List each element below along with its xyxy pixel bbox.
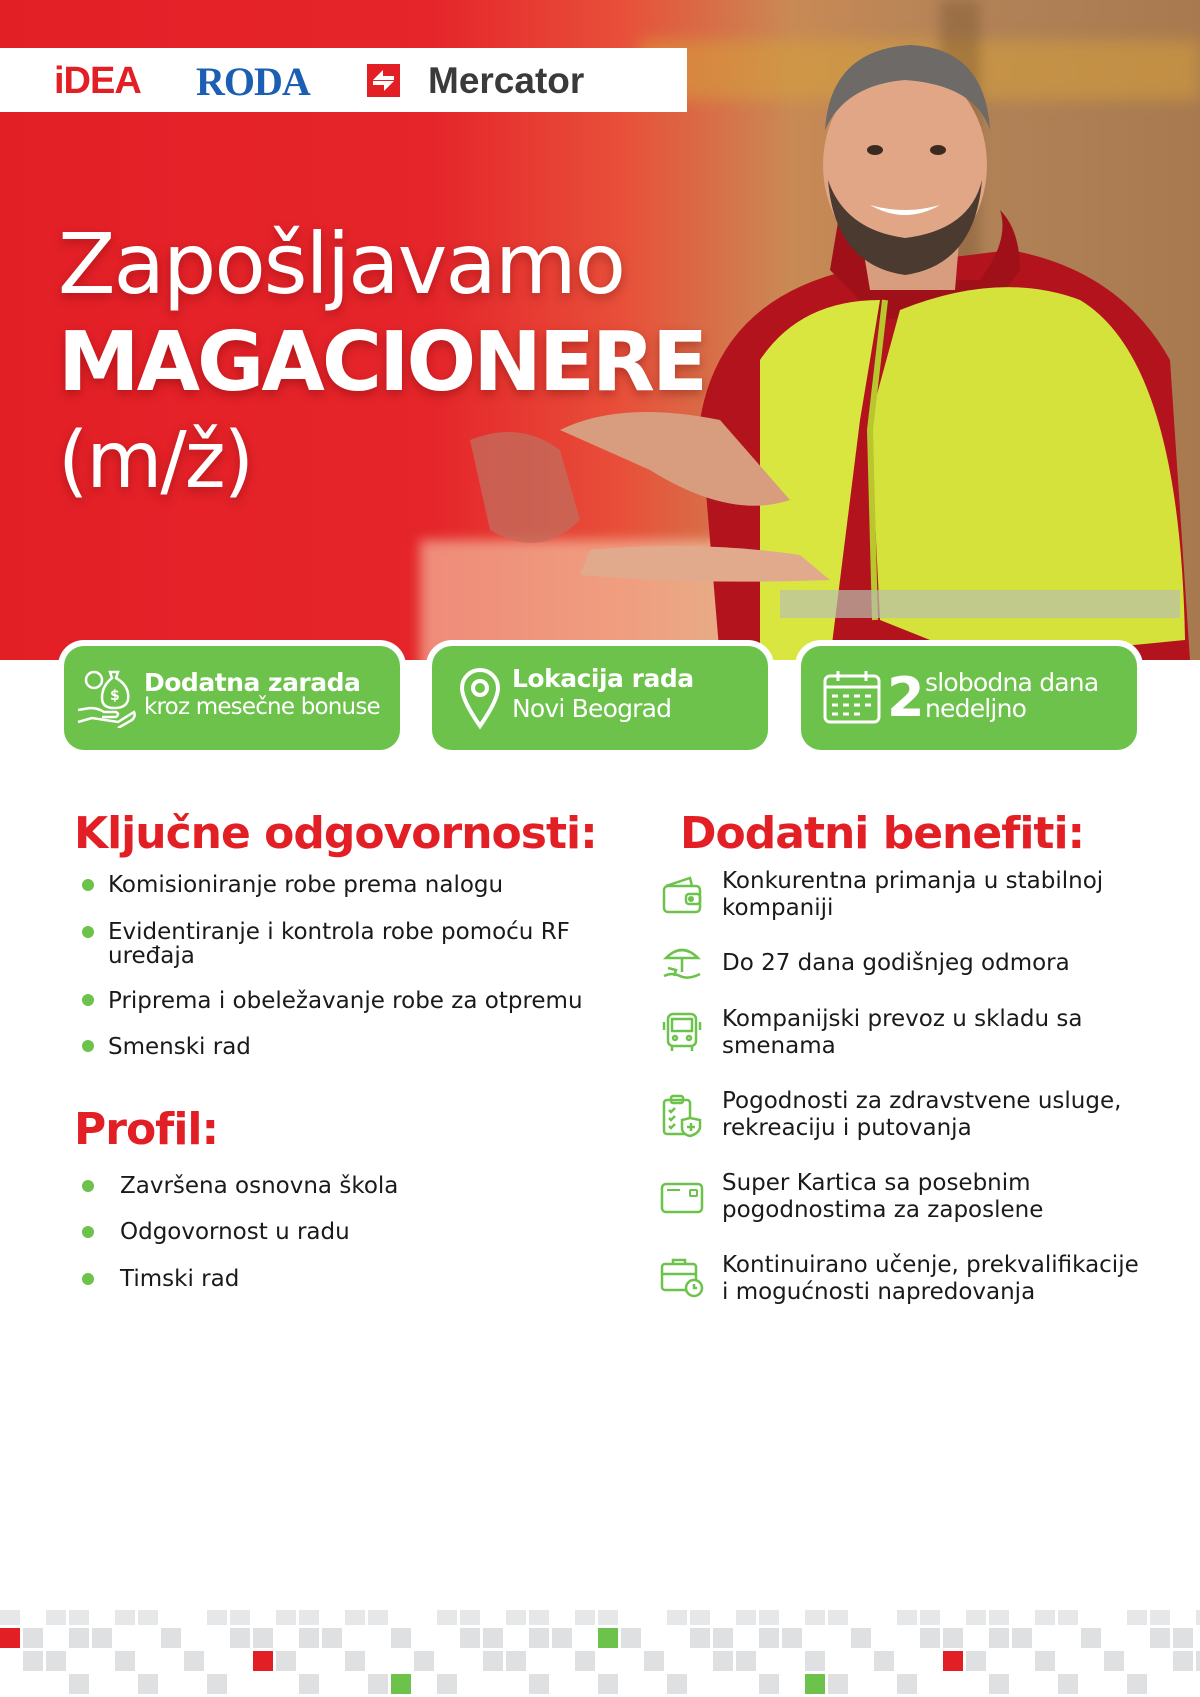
mosaic-tile (299, 1674, 319, 1694)
mosaic-tile (1104, 1651, 1124, 1671)
mosaic-tile (966, 1610, 986, 1625)
card-icon (660, 1176, 704, 1220)
mosaic-tile (253, 1651, 273, 1671)
mosaic-tile (506, 1651, 526, 1671)
bullet-dot (82, 1273, 94, 1285)
mosaic-tile (598, 1674, 618, 1694)
mosaic-tile (368, 1674, 388, 1694)
mosaic-tile (299, 1628, 319, 1648)
mosaic-tile (1173, 1628, 1193, 1648)
mosaic-tile (805, 1674, 825, 1694)
highlight-location (426, 640, 774, 756)
mosaic-tile (1012, 1628, 1032, 1648)
benefit-item-cont: pogodnostima za zaposlene (722, 1197, 1044, 1223)
headline-line-1: Zapošljavamo (58, 215, 625, 313)
benefit-item: Konkurentna primanja u stabilnoj (722, 868, 1104, 894)
responsibility-item: Komisioniranje robe prema nalogu (108, 872, 504, 898)
mosaic-tile (161, 1628, 181, 1648)
benefit-item: Kontinuirano učenje, prekvalifikacije (722, 1252, 1139, 1278)
mosaic-tile (1150, 1610, 1170, 1625)
mosaic-tile (529, 1610, 549, 1625)
mosaic-tile (1196, 1651, 1200, 1671)
mosaic-tile (851, 1628, 871, 1648)
mosaic-tile (230, 1610, 250, 1625)
bullet-dot (82, 1180, 94, 1192)
mosaic-tile (1196, 1610, 1200, 1625)
mosaic-tile (529, 1628, 549, 1648)
highlight-location-text: Novi Beograd (512, 694, 672, 723)
days-off-number: 2 (887, 666, 925, 729)
beach-umbrella-icon (660, 940, 704, 984)
mosaic-tile (897, 1674, 917, 1694)
responsibility-item: Smenski rad (108, 1034, 251, 1060)
headline-line-3: (m/ž) (58, 416, 253, 506)
mosaic-tile (345, 1610, 365, 1625)
mosaic-tile (575, 1610, 595, 1625)
mosaic-tile (253, 1628, 273, 1648)
mosaic-tile (437, 1674, 457, 1694)
profile-item: Timski rad (120, 1266, 240, 1292)
mosaic-tile (506, 1610, 526, 1625)
mosaic-tile (552, 1628, 572, 1648)
mosaic-tile (0, 1628, 20, 1648)
mosaic-tile (23, 1651, 43, 1671)
benefit-item-cont: smenama (722, 1033, 836, 1059)
profile-item: Odgovornost u radu (120, 1219, 350, 1245)
mosaic-tile (138, 1674, 158, 1694)
bullet-dot (82, 926, 94, 938)
mosaic-tile (874, 1651, 894, 1671)
mosaic-tile (230, 1628, 250, 1648)
mosaic-tile (989, 1610, 1009, 1625)
mosaic-tile (115, 1610, 135, 1625)
mercator-logo: Mercator (428, 60, 585, 101)
mosaic-tile (69, 1674, 89, 1694)
mosaic-tile (805, 1651, 825, 1671)
health-clipboard-icon (660, 1094, 704, 1138)
responsibility-item: Evidentiranje i kontrola robe pomoću RF (108, 919, 570, 945)
benefit-item-cont: rekreaciju i putovanja (722, 1115, 972, 1141)
profile-title: Profil: (74, 1104, 219, 1155)
mosaic-tile (207, 1610, 227, 1625)
mosaic-tile (759, 1674, 779, 1694)
bullet-dot (82, 879, 94, 891)
benefits-title: Dodatni benefiti: (680, 808, 1085, 859)
mosaic-tile (690, 1628, 710, 1648)
mosaic-tile (115, 1651, 135, 1671)
responsibility-item-cont: uređaja (108, 943, 195, 969)
mosaic-tile (1081, 1628, 1101, 1648)
days-off-text-1: slobodna dana (925, 668, 1099, 697)
responsibility-item: Priprema i obeležavanje robe za otpremu (108, 988, 583, 1014)
mosaic-tile (414, 1651, 434, 1671)
mosaic-tile (299, 1610, 319, 1625)
mosaic-tile (598, 1610, 618, 1625)
mercator-mark-icon (367, 64, 400, 97)
highlight-bonus-title: Dodatna zarada (144, 668, 361, 697)
decorative-tile-mosaic (0, 1610, 1200, 1697)
mosaic-tile (1173, 1651, 1193, 1671)
mosaic-tile (69, 1628, 89, 1648)
mosaic-tile (460, 1610, 480, 1625)
mosaic-tile (437, 1610, 457, 1625)
mosaic-tile (207, 1674, 227, 1694)
svg-text:$: $ (110, 688, 120, 704)
mosaic-tile (460, 1628, 480, 1648)
headline-line-2: MAGACIONERE (58, 315, 706, 410)
mosaic-tile (966, 1651, 986, 1671)
mosaic-tile (276, 1610, 296, 1625)
mosaic-tile (736, 1651, 756, 1671)
mosaic-tile (0, 1610, 20, 1625)
mosaic-tile (276, 1651, 296, 1671)
benefit-item-cont: i mogućnosti napredovanja (722, 1279, 1036, 1305)
bullet-dot (82, 994, 94, 1006)
mosaic-tile (828, 1674, 848, 1694)
mosaic-tile (1127, 1674, 1147, 1694)
highlight-bonus-pill (64, 646, 400, 750)
mosaic-tile (1150, 1628, 1170, 1648)
highlight-bonus-text: kroz mesečne bonuse (144, 694, 380, 720)
mosaic-tile (391, 1674, 411, 1694)
mosaic-tile (736, 1610, 756, 1625)
mosaic-tile (667, 1610, 687, 1625)
mosaic-tile (345, 1651, 365, 1671)
highlight-days-off-pill (801, 646, 1137, 750)
benefit-item: Kompanijski prevoz u skladu sa (722, 1006, 1083, 1032)
roda-logo: RODA (196, 59, 310, 104)
mosaic-tile (713, 1651, 733, 1671)
mosaic-tile (828, 1610, 848, 1625)
responsibilities-title: Ključne odgovornosti: (74, 808, 597, 859)
bullet-dot (82, 1040, 94, 1052)
mosaic-tile (69, 1610, 89, 1625)
mosaic-tile (1127, 1610, 1147, 1625)
mosaic-tile (644, 1651, 664, 1671)
bus-icon (660, 1010, 704, 1054)
mosaic-tile (713, 1628, 733, 1648)
mosaic-tile (920, 1628, 940, 1648)
mosaic-tile (690, 1610, 710, 1625)
mosaic-tile (575, 1651, 595, 1671)
mosaic-tile (322, 1628, 342, 1648)
mosaic-tile (943, 1628, 963, 1648)
highlight-location-pill (432, 646, 768, 750)
mosaic-tile (759, 1628, 779, 1648)
mosaic-tile (1035, 1651, 1055, 1671)
mosaic-tile (483, 1651, 503, 1671)
mosaic-tile (897, 1610, 917, 1625)
mosaic-tile (1035, 1610, 1055, 1625)
mosaic-tile (1058, 1674, 1078, 1694)
mosaic-tile (184, 1651, 204, 1671)
mosaic-tile (805, 1610, 825, 1625)
mosaic-tile (989, 1628, 1009, 1648)
mosaic-tile (989, 1674, 1009, 1694)
mosaic-tile (46, 1651, 66, 1671)
mosaic-tile (368, 1610, 388, 1625)
highlight-bonus (58, 640, 406, 756)
location-pin-icon (458, 666, 502, 730)
mosaic-tile (759, 1610, 779, 1625)
days-off-text-2: nedeljno (925, 694, 1027, 723)
mosaic-tile (23, 1628, 43, 1648)
highlight-days-off (795, 640, 1143, 756)
mosaic-tile (391, 1628, 411, 1648)
benefit-item: Super Kartica sa posebnim (722, 1170, 1031, 1196)
mosaic-tile (46, 1610, 66, 1625)
money-bag-hand-icon (74, 664, 138, 728)
briefcase-clock-icon (660, 1254, 704, 1298)
highlight-location-title: Lokacija rada (512, 664, 694, 693)
mosaic-tile (782, 1628, 802, 1648)
benefit-item: Do 27 dana godišnjeg odmora (722, 950, 1070, 976)
mosaic-tile (92, 1628, 112, 1648)
mosaic-tile (529, 1674, 549, 1694)
mosaic-tile (943, 1651, 963, 1671)
mosaic-tile (598, 1628, 618, 1648)
profile-item: Završena osnovna škola (120, 1173, 399, 1199)
calendar-icon (823, 670, 881, 724)
mosaic-tile (483, 1628, 503, 1648)
benefit-item: Pogodnosti za zdravstvene usluge, (722, 1088, 1122, 1114)
mosaic-tile (138, 1610, 158, 1625)
mosaic-tile (621, 1628, 641, 1648)
mosaic-tile (920, 1610, 940, 1625)
idea-logo: iDEA (54, 60, 141, 102)
mosaic-tile (667, 1674, 687, 1694)
bullet-dot (82, 1226, 94, 1238)
benefit-item-cont: kompaniji (722, 895, 834, 921)
wallet-icon (660, 874, 704, 918)
mosaic-tile (1058, 1610, 1078, 1625)
